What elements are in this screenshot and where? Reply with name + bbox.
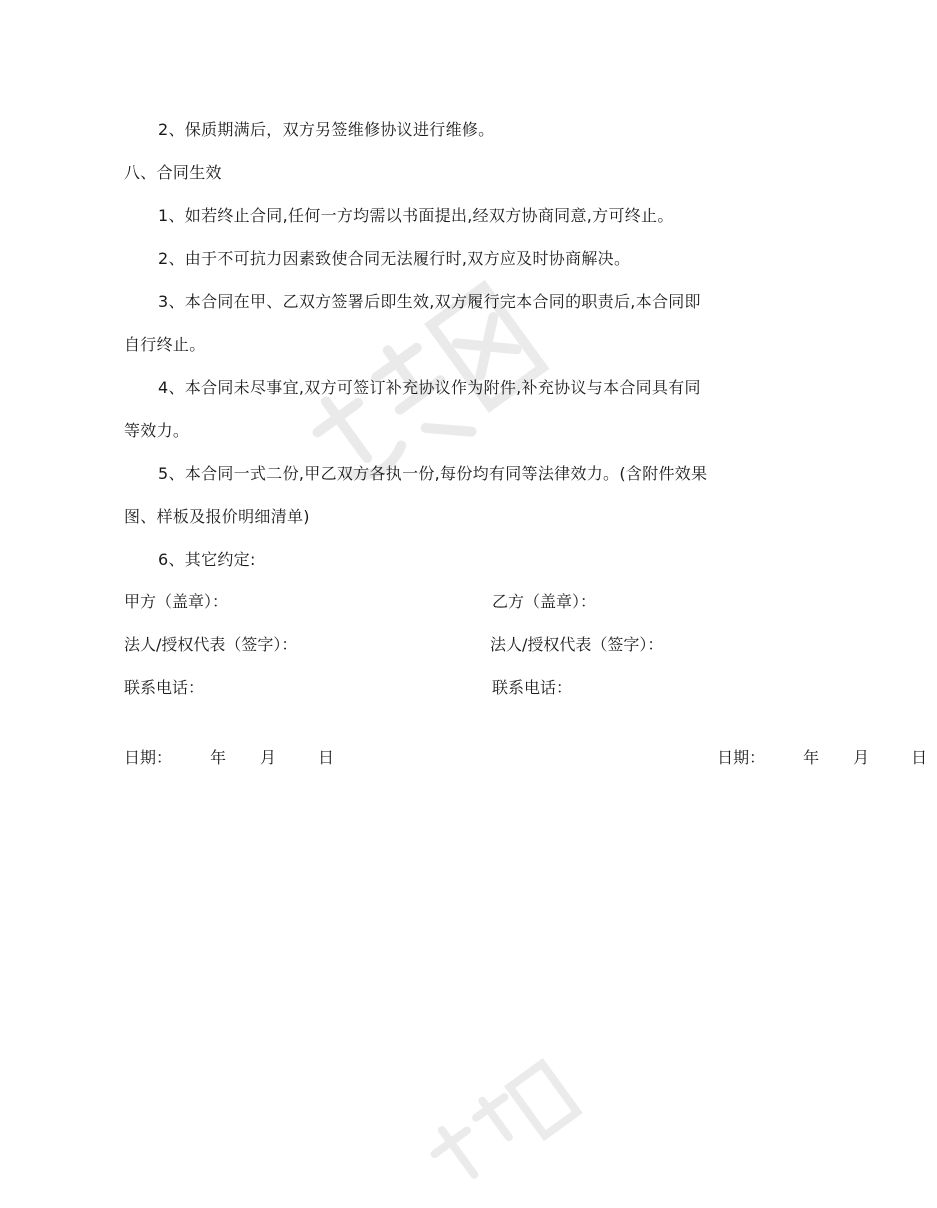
date-row bbox=[124, 709, 928, 767]
party-a-phone-label: 联系电话： bbox=[124, 678, 205, 697]
paragraph-other-terms: 6、其它约定: bbox=[158, 550, 256, 569]
party-a-representative-label: 法人/授权代表（签字）： bbox=[124, 635, 298, 654]
paragraph-termination: 1、如若终止合同,任何一方均需以书面提出,经双方协商同意,方可终止。 bbox=[158, 206, 674, 225]
party-a-seal-label: 甲方（盖章）： bbox=[124, 592, 229, 611]
party-b-date-year: 年 bbox=[803, 748, 820, 767]
representative-row bbox=[124, 623, 710, 666]
party-b-date-label: 日期： bbox=[717, 748, 766, 767]
watermark-bottom-glyphs bbox=[426, 1060, 577, 1195]
party-a-date-month: 月 bbox=[260, 748, 277, 767]
paragraph-supplementary: 4、本合同未尽事宜,双方可签订补充协议作为附件,补充协议与本合同具有同等效力。 bbox=[124, 378, 701, 440]
party-b-seal-label: 乙方（盖章）： bbox=[492, 592, 597, 611]
party-b-date-month: 月 bbox=[853, 748, 870, 767]
section-heading-contract-effect: 八、合同生效 bbox=[124, 163, 222, 182]
paragraph-copies: 5、本合同一式二份,甲乙双方各执一份,每份均有同等法律效力。(含附件效果图、样板及报价明细清单) bbox=[124, 464, 708, 526]
seal-row bbox=[124, 580, 710, 623]
party-a-date-day: 日 bbox=[318, 748, 335, 767]
party-a-date-label: 日期： bbox=[124, 748, 173, 767]
party-a-date-year: 年 bbox=[210, 748, 227, 767]
party-b-phone-label: 联系电话： bbox=[492, 678, 573, 697]
paragraph-warranty-repair: 2、保质期满后，双方另签维修协议进行维修。 bbox=[158, 120, 495, 139]
party-b-representative-label: 法人/授权代表（签字）： bbox=[490, 635, 664, 654]
paragraph-effective-date: 3、本合同在甲、乙双方签署后即生效,双方履行完本合同的职责后,本合同即自行终止。 bbox=[124, 292, 701, 354]
signature-block bbox=[124, 580, 928, 767]
party-b-date-day: 日 bbox=[911, 748, 928, 767]
paragraph-force-majeure: 2、由于不可抗力因素致使合同无法履行时,双方应及时协商解决。 bbox=[158, 249, 631, 268]
contract-body bbox=[124, 108, 710, 581]
watermark-logo-bottom bbox=[409, 1042, 591, 1208]
phone-row bbox=[124, 666, 710, 709]
